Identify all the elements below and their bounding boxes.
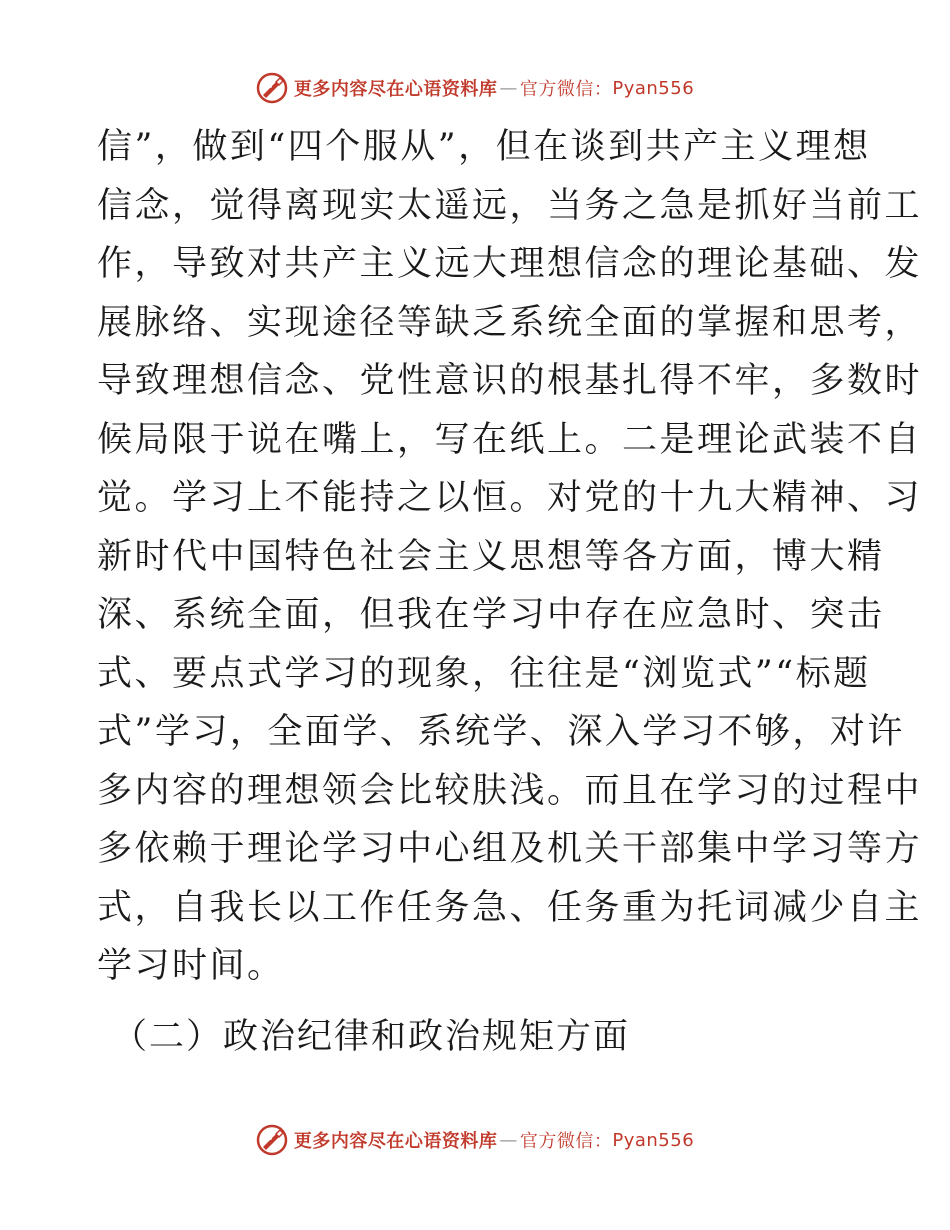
text-line: 式，自我长以工作任务急、任务重为托词减少自主 bbox=[97, 887, 923, 928]
text-line: 学习时间。 bbox=[97, 946, 285, 986]
body-text bbox=[97, 118, 923, 996]
text-line: 新时代中国特色社会主义思想等各方面，博大精 bbox=[97, 536, 885, 577]
text-line: 候局限于说在嘴上，写在纸上。二是理论武装不自 bbox=[97, 419, 923, 460]
text-line: 展脉络、实现途径等缺乏系统全面的掌握和思考， bbox=[97, 302, 923, 343]
watermark-wechat-label: 官方微信： bbox=[519, 1131, 613, 1152]
text-line: 式、要点式学习的现象，往往是“浏览式”“标题 bbox=[97, 653, 871, 694]
text-line: 深、系统全面，但我在学习中存在应急时、突击 bbox=[97, 595, 885, 635]
text-line: 多依赖于理论学习中心组及机关干部集中学习等方 bbox=[97, 829, 923, 869]
pen-logo-icon bbox=[256, 1124, 288, 1156]
watermark-site-text: 更多内容尽在心语资料库 bbox=[293, 79, 498, 100]
text-line: 多内容的理想领会比较肤浅。而且在学习的过程中 bbox=[97, 770, 923, 811]
watermark-wechat-id: Pyan556 bbox=[612, 77, 695, 99]
text-line: 式”学习，全面学、系统学、深入学习不够，对许 bbox=[97, 712, 905, 752]
pen-logo-icon bbox=[256, 72, 288, 104]
footer-watermark bbox=[0, 1124, 950, 1156]
text-line: 作，导致对共产主义远大理想信念的理论基础、发 bbox=[97, 244, 923, 284]
text-line: 导致理想信念、党性意识的根基扎得不牢，多数时 bbox=[97, 361, 923, 401]
watermark-site-text: 更多内容尽在心语资料库 bbox=[293, 1131, 498, 1152]
watermark-dash: — bbox=[499, 1129, 518, 1151]
text-line: 信”，做到“四个服从”，但在谈到共产主义理想 bbox=[97, 127, 871, 167]
watermark-dash: — bbox=[499, 77, 518, 99]
header-watermark bbox=[0, 72, 950, 104]
text-line: 觉。学习上不能持之以恒。对党的十九大精神、习 bbox=[97, 478, 923, 518]
watermark-wechat-id: Pyan556 bbox=[612, 1129, 695, 1151]
section-heading: （二）政治纪律和政治规矩方面 bbox=[112, 1017, 631, 1057]
watermark-wechat-label: 官方微信： bbox=[519, 79, 613, 100]
text-line: 信念，觉得离现实太遥远，当务之急是抓好当前工 bbox=[97, 185, 923, 226]
